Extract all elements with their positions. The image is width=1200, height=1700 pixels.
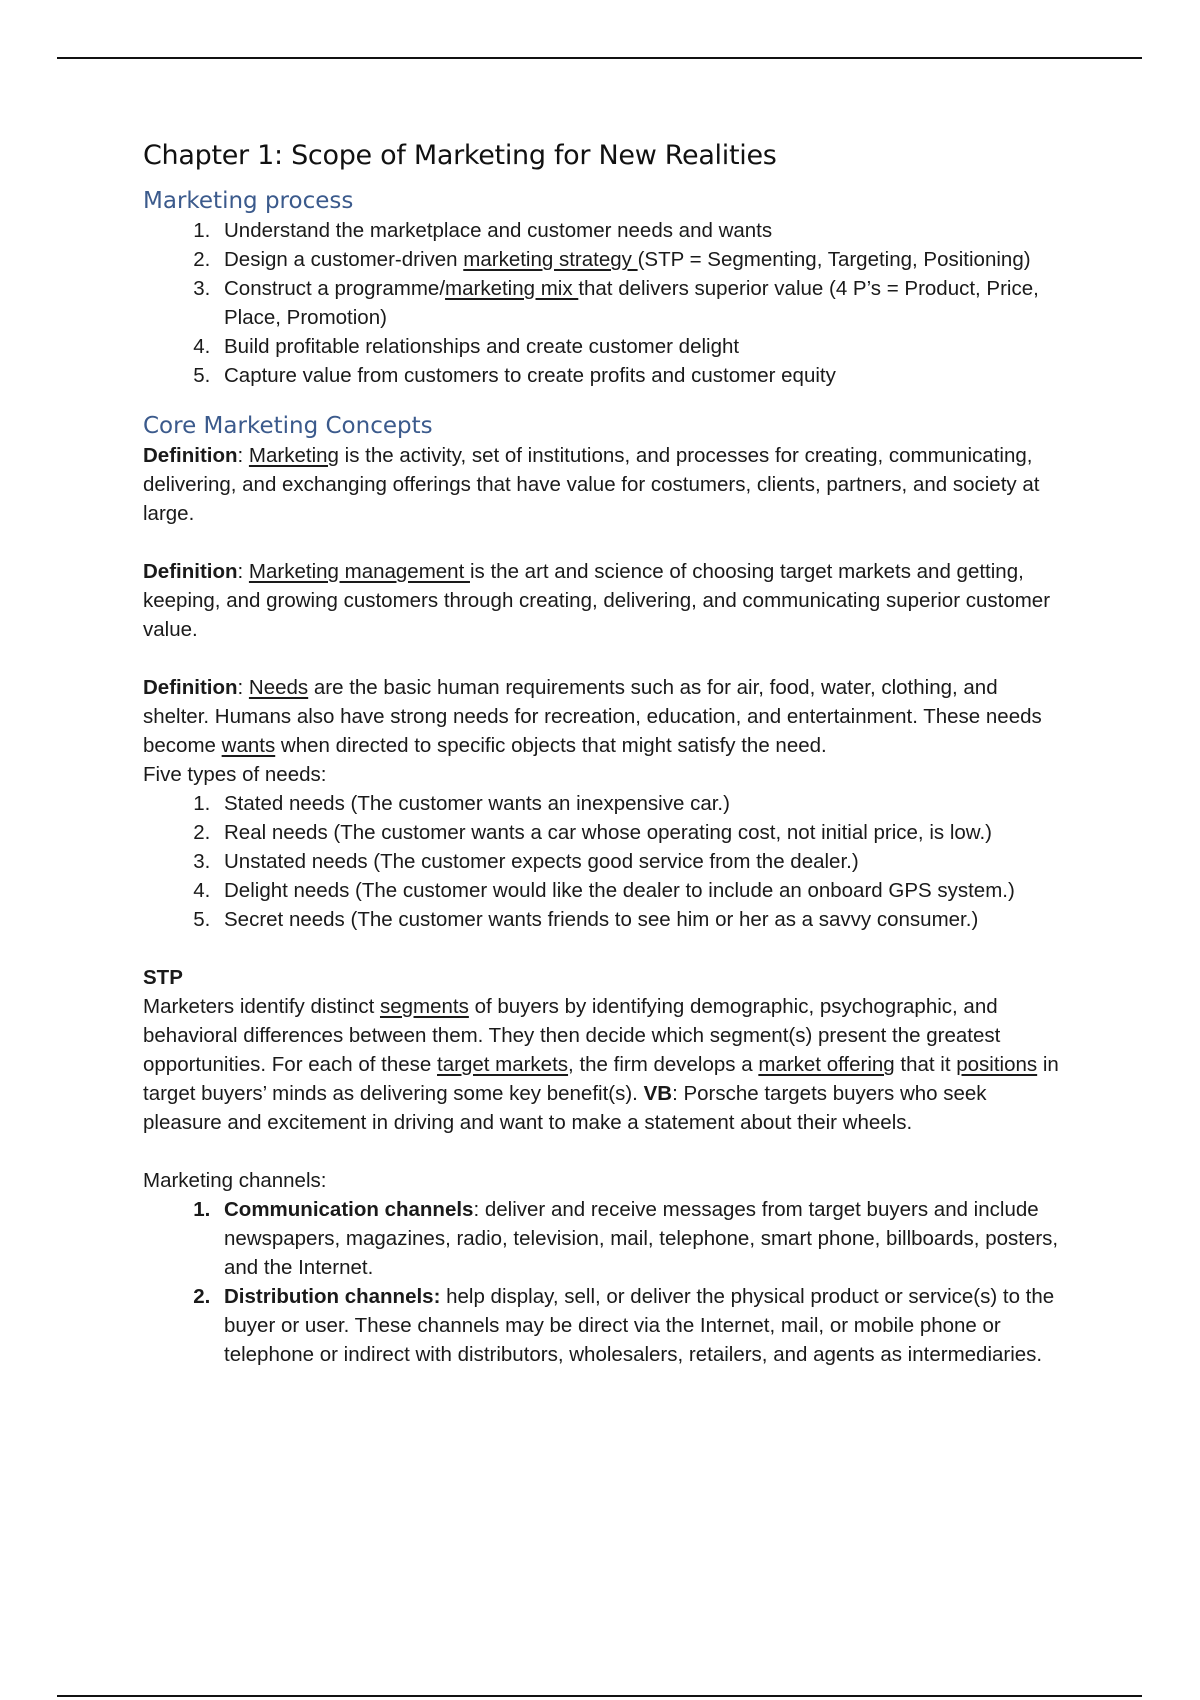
term-segments: segments [379, 995, 469, 1018]
list-item: 3. Unstated needs (The customer expects good service from the dealer.) [216, 847, 1063, 876]
list-item: 2. Real needs (The customer wants a car whose operating cost, not initial price, is low.) [216, 818, 1063, 847]
list-item: 1. Stated needs (The customer wants an inexpensive car.) [216, 789, 1063, 818]
list-item: 5. Secret needs (The customer wants friends to see him or her as a savvy consumer.) [216, 905, 1063, 934]
stp-heading: STP [143, 966, 183, 989]
term-target-markets: target markets [437, 1053, 569, 1076]
needs-list [143, 789, 1063, 934]
document-body [143, 138, 1063, 1369]
chapter-title: Chapter 1: Scope of Marketing for New Realities [143, 140, 777, 171]
term-marketing-mix: marketing mix [445, 277, 579, 300]
list-item: 4. Delight needs (The customer would like the dealer to include an onboard GPS system.) [216, 876, 1063, 905]
term-marketing: Marketing [248, 444, 339, 467]
list-item: 1. Understand the marketplace and customer needs and wants [216, 216, 1063, 245]
needs-intro: Five types of needs: [143, 763, 327, 786]
definition-needs: Definition: Needs are the basic human requirements such as for air, food, water, clothing, and shelter. Humans also have strong needs for recreation, education, and entertainment. These needs become wants when directed to specific objects that might satisfy the need. [143, 676, 1042, 757]
marketing-process-list [143, 216, 1063, 390]
stp-paragraph: Marketers identify distinct segments of buyers by identifying demographic, psychographic, and behavioral differences between them. They then decide which segment(s) present the greatest opportunities. For each of these target markets, the firm develops a market offering that it positions in target buyers’ minds as delivering some key benefit(s). VB: Porsche targets buyers who seek pleasure and excitement in driving and want to make a statement about their wheels. [143, 995, 1059, 1134]
list-item: 2. Design a customer-driven marketing strategy (STP = Segmenting, Targeting, Positioning) [216, 245, 1063, 274]
definition-marketing: Definition: Marketing is the activity, set of institutions, and processes for creating, communicating, delivering, and exchanging offerings that have value for costumers, clients, partners, and society at large. [143, 444, 1040, 525]
term-marketing-strategy: marketing strategy [463, 248, 638, 271]
list-item: 4. Build profitable relationships and create customer delight [216, 332, 1063, 361]
section-heading-core-concepts: Core Marketing Concepts [143, 413, 433, 439]
list-item: 3. Construct a programme/marketing mix that delivers superior value (4 P’s = Product, Price, Place, Promotion) [216, 274, 1063, 332]
term-wants: wants [221, 734, 276, 757]
list-item: 2. Distribution channels: help display, sell, or deliver the physical product or service(s) to the buyer or user. These channels may be direct via the Internet, mail, or mobile phone or telephone or indirect with distributors, wholesalers, retailers, and agents as intermediaries. [216, 1282, 1063, 1369]
example-label: VB [643, 1082, 673, 1105]
list-item: 1. Communication channels: deliver and receive messages from target buyers and include newspapers, magazines, radio, television, mail, telephone, smart phone, billboards, posters, and the Internet. [216, 1195, 1063, 1282]
section-heading-marketing-process: Marketing process [143, 188, 354, 214]
footer-rule [57, 1695, 1142, 1697]
definition-marketing-management: Definition: Marketing management is the art and science of choosing target markets and getting, keeping, and growing customers through creating, delivering, and communicating superior customer value. [143, 560, 1051, 641]
list-item: 5. Capture value from customers to create profits and customer equity [216, 361, 1063, 390]
term-needs: Needs [248, 676, 309, 699]
term-positions: positions [956, 1053, 1038, 1076]
term-market-offering: market offering [758, 1053, 895, 1076]
term-marketing-management: Marketing management [248, 560, 470, 583]
header-rule [57, 57, 1142, 59]
channels-list [143, 1195, 1063, 1369]
channels-intro: Marketing channels: [143, 1169, 327, 1192]
